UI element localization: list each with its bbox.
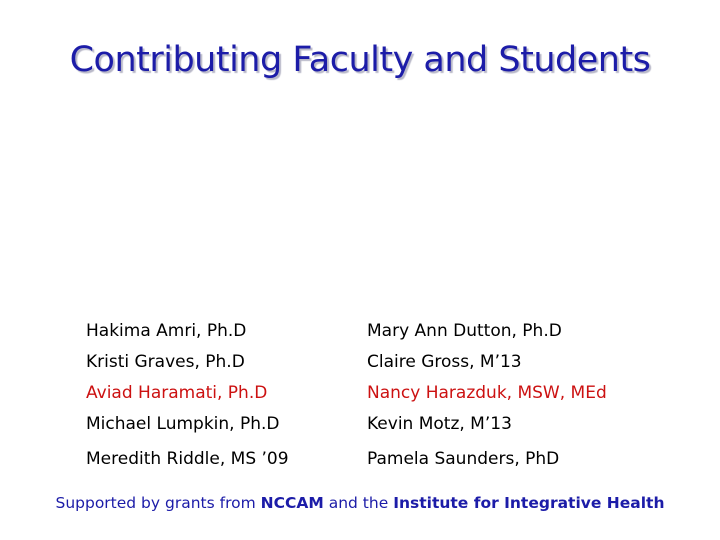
funding-middle: and the — [328, 494, 389, 512]
name-hakima-amri: Hakima Amri, Ph.D — [86, 321, 247, 341]
slide-title: Contributing Faculty and Students — [69, 40, 651, 80]
name-meredith-riddle: Meredith Riddle, MS ’09 — [86, 449, 289, 469]
funding-prefix: Supported by grants from — [55, 494, 256, 512]
name-michael-lumpkin: Michael Lumpkin, Ph.D — [86, 414, 280, 434]
name-kevin-motz: Kevin Motz, M’13 — [367, 414, 512, 434]
name-claire-gross: Claire Gross, M’13 — [367, 352, 522, 372]
name-aviad-haramati: Aviad Haramati, Ph.D — [86, 383, 268, 403]
name-mary-ann-dutton: Mary Ann Dutton, Ph.D — [367, 321, 562, 341]
name-kristi-graves: Kristi Graves, Ph.D — [86, 352, 245, 372]
name-pamela-saunders: Pamela Saunders, PhD — [367, 449, 560, 469]
funding-org-institute: Institute for Integrative Health — [393, 494, 665, 512]
right-name-column — [367, 316, 607, 475]
name-nancy-harazduk: Nancy Harazduk, MSW, MEd — [367, 383, 607, 403]
funding-org-nccam: NCCAM — [260, 494, 324, 512]
funding-statement — [0, 494, 720, 512]
left-name-column — [86, 316, 289, 475]
